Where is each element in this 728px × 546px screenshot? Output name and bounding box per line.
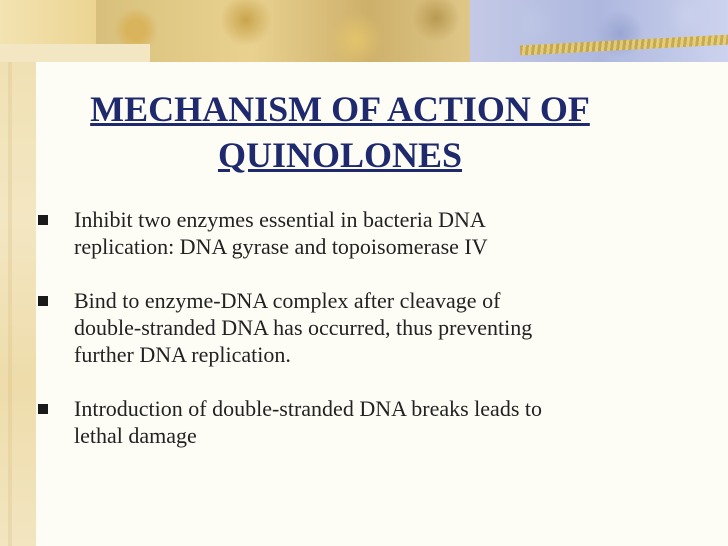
banner-segment [96,0,486,62]
banner-gap [0,44,150,62]
decorative-banner [0,0,728,62]
bullet-item [34,395,694,449]
decorative-left-strip [0,0,36,546]
square-bullet-icon [38,404,48,414]
bullet-text: further DNA replication. [74,342,291,367]
bullet-list [34,206,694,476]
square-bullet-icon [38,215,48,225]
bullet-text: Bind to enzyme-DNA complex after cleavage of [74,288,501,313]
square-bullet-icon [38,296,48,306]
bullet-item [34,287,694,368]
bullet-text: Inhibit two enzymes essential in bacteria DNA [74,207,486,232]
slide-title-line1: MECHANISM OF ACTION OF [90,89,590,129]
slide-title-line2: QUINOLONES [217,135,463,175]
bullet-text: replication: DNA gyrase and topoisomerase IV [74,234,488,259]
bullet-text: double-stranded DNA has occurred, thus preventing [74,315,533,340]
bullet-text: Introduction of double-stranded DNA breaks leads to [74,396,542,421]
bullet-item [34,206,694,260]
slide-title [40,86,640,178]
bullet-text: lethal damage [74,423,197,448]
banner-segment [470,0,728,62]
